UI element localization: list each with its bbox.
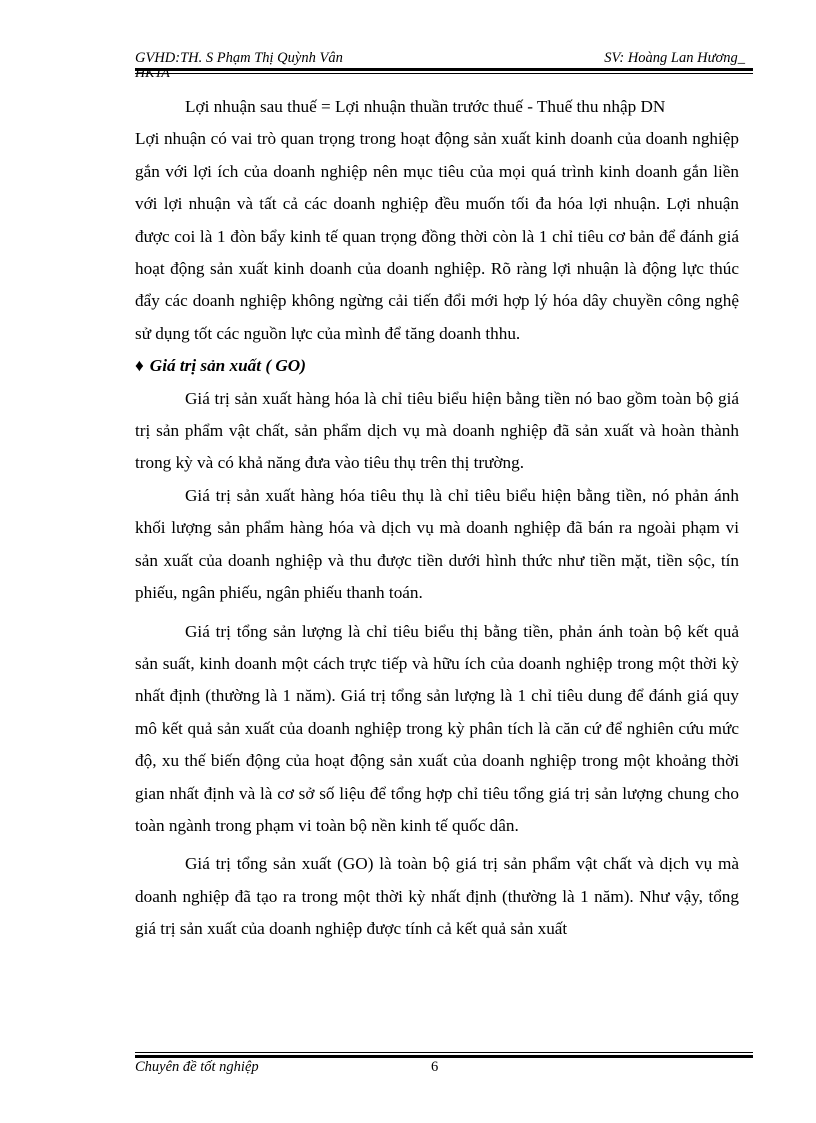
page-body <box>135 91 739 946</box>
header-rule-thick <box>135 68 753 71</box>
header-rule-thin <box>135 73 753 74</box>
paragraph-production-value: Giá trị sản xuất hàng hóa là chỉ tiêu biểu hiện bằng tiền nó bao gồm toàn bộ giá trị sản phẩm vật chất, sản phẩm dịch vụ mà doanh nghiệp đã sản xuất và hoàn thành trong kỳ và có khả năng đưa vào tiêu thụ trên thị trường. <box>135 388 739 473</box>
paragraph-profit-role: Lợi nhuận có vai trò quan trọng trong hoạt động sản xuất kinh doanh của doanh nghiệp gắn với lợi ích của doanh nghiệp nên mục tiêu của mọi quá trình kinh doanh gắn liền với lợi nhuận và tất cả các doanh nghiệp đều muốn tối đa hóa lợi nhuận. Lợi nhuận được coi là 1 đòn bẩy kinh tế quan trọng đồng thời còn là 1 chỉ tiêu cơ bản để đánh giá hoạt động sản xuất kinh doanh của doanh nghiệp. Rõ ràng lợi nhuận là động lực thúc đẩy các doanh nghiệp không ngừng cải tiến đổi mới hợp lý hóa dây chuyền công nghệ sử dụng tốt các nguồn lực của mình để tăng doanh thhu. <box>135 129 739 343</box>
section-heading-go <box>135 350 739 382</box>
section-heading-text: Giá trị sản xuất ( GO) <box>149 356 306 376</box>
page-footer <box>135 1056 753 1078</box>
footer-rule-thin <box>135 1052 753 1053</box>
header-student: SV: Hoàng Lan Hương_ <box>604 50 745 66</box>
footer-title: Chuyên đề tốt nghiệp <box>135 1059 259 1075</box>
page-number: 6 <box>431 1059 439 1075</box>
paragraph-total-output: Giá trị tổng sản lượng là chỉ tiêu biểu thị bằng tiền, phản ánh toàn bộ kết quả sản suất, kinh doanh một cách trực tiếp và hữu ích của doanh nghiệp trong một thời kỳ nhất định (thường là 1 năm). Giá trị tổng sản lượng là 1 chỉ tiêu dung để đánh giá quy mô kết quả sản xuất của doanh nghiệp trong kỳ phân tích là căn cứ để nghiên cứu mức độ, xu thế biến động của hoạt động sản xuất của doanh nghiệp trong một khoảng thời gian nhất định và là cơ sở số liệu để tổng hợp chỉ tiêu tổng giá trị sản lượng chung cho toàn ngành trong phạm vi toàn bộ nền kinh tế quốc dân. <box>135 621 739 835</box>
profit-equation: Lợi nhuận sau thuế = Lợi nhuận thuần trước thuế - Thuế thu nhập DN <box>185 97 666 116</box>
paragraph-gross-output: Giá trị tổng sản xuất (GO) là toàn bộ giá trị sản phẩm vật chất và dịch vụ mà doanh nghiệp đã tạo ra trong một thời kỳ nhất định (thường là 1 năm). Như vậy, tổng giá trị sản xuất của doanh nghiệp được tính cả kết quả sản xuất <box>135 854 739 939</box>
header-class-code: HKTA <box>135 66 170 81</box>
paragraph-sold-goods-value: Giá trị sản xuất hàng hóa tiêu thụ là chỉ tiêu biểu hiện bằng tiền, nó phản ánh khối lượng sản phẩm hàng hóa và dịch vụ mà doanh nghiệp đã bán ra ngoài phạm vi sản xuất của doanh nghiệp và thu được tiền dưới hình thức như tiền mặt, tiền sộc, tín phiếu, ngân phiếu, ngân phiếu thanh toán. <box>135 485 739 603</box>
diamond-bullet-icon: ♦ <box>135 356 144 376</box>
header-supervisor-name: GVHD:TH. S Phạm Thị Quỳnh Vân <box>135 50 343 66</box>
header-supervisor <box>135 50 343 81</box>
